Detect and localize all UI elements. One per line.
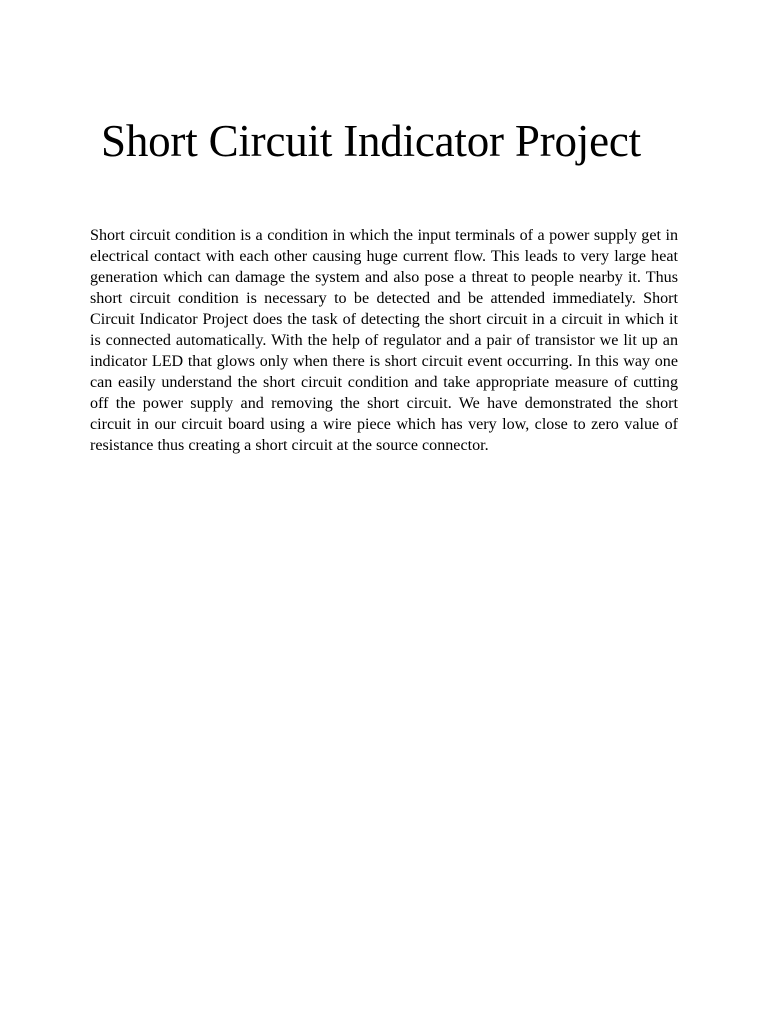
body-paragraph: Short circuit condition is a condition in which the input terminals of a power supply get in electrical contact with each other causing huge current flow. This leads to very large heat generation which can damage the system and also pose a threat to people nearby it. Thus short circuit condition is necessary to be detected and be attended immediately. Short Circuit Indicator Project does the task of detecting the short circuit in a circuit in which it is connected automatically. With the help of regulator and a pair of transistor we lit up an indicator LED that glows only when there is short circuit event occurring. In this way one can easily understand the short circuit condition and take appropriate measure of cutting off the power supply and removing the short circuit. We have demonstrated the short circuit in our circuit board using a wire piece which has very low, close to zero value of resistance thus creating a short circuit at the source connector. xyxy=(90,227,678,454)
document-title: Short Circuit Indicator Project xyxy=(101,116,641,166)
